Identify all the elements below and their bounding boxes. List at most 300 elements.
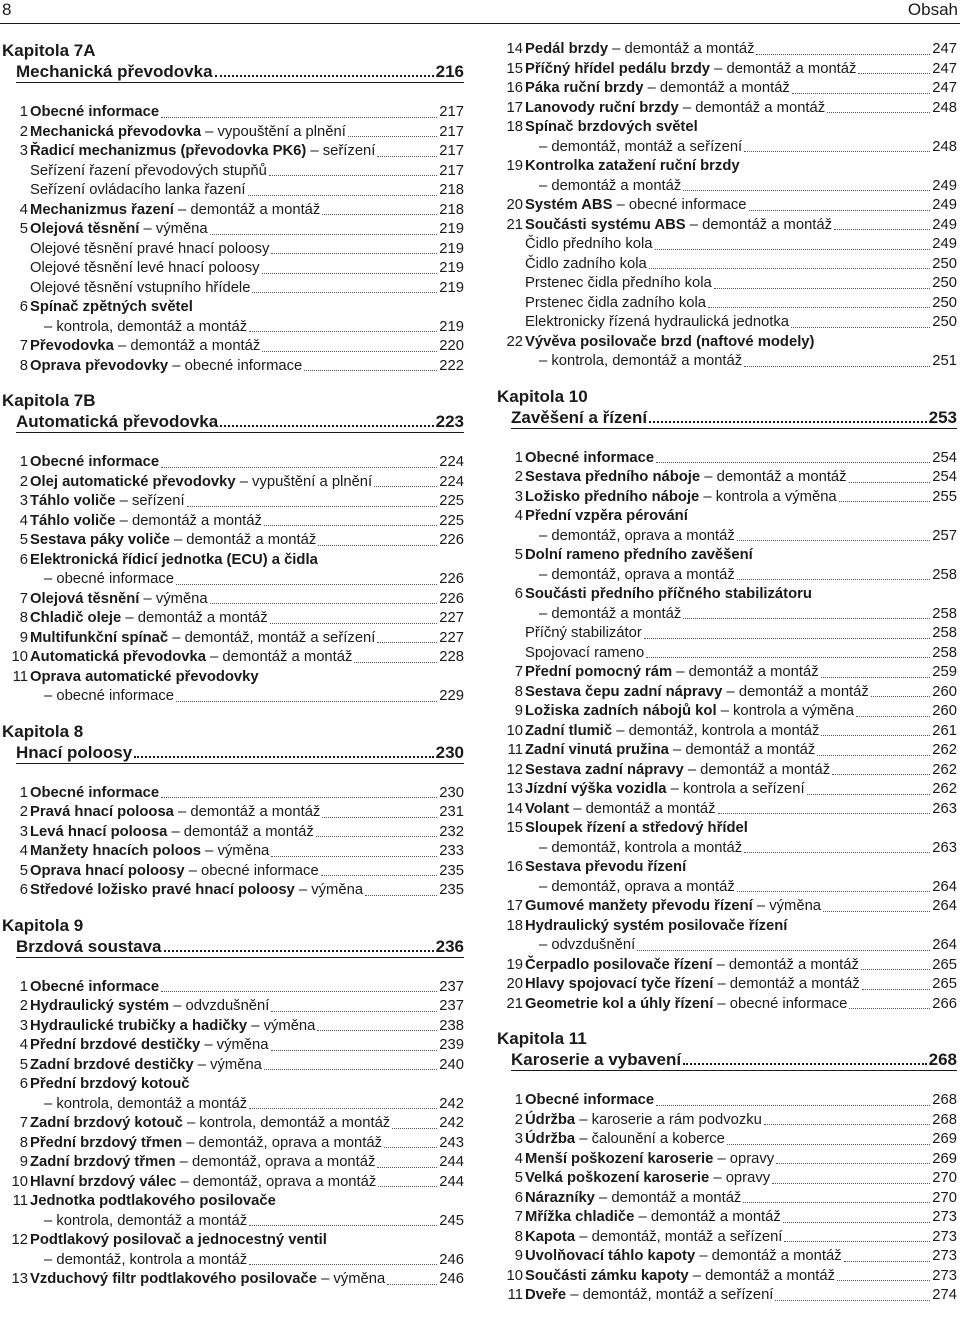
toc-entry [497,1189,957,1209]
entry-text [525,702,854,722]
entry-content [30,240,464,260]
entry-heading: Spínač brzdových světel [525,119,698,135]
entry-line [30,590,464,610]
entry-description: – demontáž a montáž [672,664,819,680]
dot-leader [249,331,437,332]
chapter-title: Karoserie a vybavení [511,1050,682,1069]
entry-line [30,629,464,649]
entry-heading: Spínač zpětných světel [30,299,193,315]
entry-line [525,1247,957,1267]
entry-number: 3 [19,823,28,840]
entry-number: 7 [19,590,28,607]
entry-line [30,1017,464,1037]
entry-content [525,1189,957,1209]
entry-text [525,858,686,878]
toc-entry [497,1267,957,1287]
entry-text [525,1286,773,1306]
dot-leader [354,662,437,663]
entry-page: 259 [932,664,957,680]
entry-number [497,294,525,314]
entry-description: – demontáž a montáž [713,976,860,992]
chapter-page: 230 [435,742,464,762]
entry-line [525,741,957,761]
entry-text [525,995,847,1015]
entry-number: 17 [506,898,523,914]
entry-content [525,488,957,508]
entry-line [525,99,957,119]
entry-heading: Manžety hnacích poloos [30,843,202,859]
entry-description: – demontáž a montáž [710,60,857,77]
entry-page: 217 [439,162,464,179]
entry-line [30,123,464,143]
entry-description: – demontáž, oprava a montáž [182,1134,382,1151]
entry-heading: Kapota [525,1228,576,1245]
entry-description: – demontáž, oprava a montáž [176,1173,377,1190]
entry-line [525,644,957,664]
dot-leader [264,1069,437,1070]
toc-entry [2,609,464,629]
entry-description: – demontáž a montáž [668,742,816,758]
entry-line [30,162,464,182]
entry-line [525,702,957,722]
entry-heading: Hlavy spojovací tyče řízení [525,976,714,992]
entry-text [30,1017,315,1037]
entry-line [30,1231,464,1251]
entry-heading: Jízdní výška vozidla [525,781,667,797]
entry-number: 3 [19,493,28,509]
entry-number: 6 [19,551,28,568]
entry-line [525,157,957,177]
entry-content [30,220,464,240]
dot-leader [844,1261,931,1262]
chapter-title-line [16,61,464,83]
toc-entry [2,997,464,1017]
entry-content [525,819,957,858]
entry-content [30,784,464,804]
dot-leader [161,467,437,468]
entry-text [525,79,790,99]
entry-page: 255 [932,488,957,505]
toc-entry [497,780,957,800]
entry-content [30,298,464,337]
entry-content [525,157,957,196]
entry-line [30,357,464,377]
toc-entry [2,531,464,551]
entry-text [525,40,754,60]
entry-text [30,103,159,123]
entry-content [30,1134,464,1154]
entry-number: 19 [506,956,523,973]
entry-line [30,1095,464,1115]
entry-heading: Elektronická řídicí jednotka (ECU) a čidla [30,551,318,568]
entry-content [30,881,464,901]
toc-column-left [2,40,464,1290]
entry-text [30,978,159,998]
entry-text [525,1208,781,1228]
entry-content [525,60,957,80]
entry-line [525,177,957,197]
entry-content [525,118,957,157]
entry-description: Seřízení řazení převodových stupňů [30,162,267,179]
entry-page: 237 [439,978,464,995]
dot-leader [637,950,930,951]
entry-content [30,337,464,357]
chapter-title-line [16,936,464,958]
entry-text [30,1075,190,1095]
entry-heading: Sestava předního náboje [525,469,701,485]
dot-leader [176,584,437,585]
entry-line [525,138,957,158]
entry-text [30,1056,262,1076]
entry-text [44,687,174,707]
entry-heading: Sestava převodu řízení [525,859,687,875]
entry-number: 15 [506,60,523,77]
toc-entries [2,453,464,707]
entry-content [525,585,957,624]
entry-line [525,196,957,216]
entry-content [30,1114,464,1134]
entry-description: – demontáž a montáž [683,761,831,778]
entry-heading: Sloupek řízení a středový hřídel [525,820,748,836]
entry-number: 18 [506,917,523,934]
entry-heading: Mřížka chladiče [525,1209,635,1225]
entry-number: 10 [506,1267,523,1284]
toc-entry [2,1192,464,1231]
dot-leader [649,421,927,423]
entry-page: 226 [439,571,464,587]
entry-page: 235 [439,862,464,879]
entry-description: – demontáž, oprava a montáž [539,566,735,583]
entry-line [30,142,464,162]
entry-heading: Gumové manžety převodu řízení [525,898,753,914]
entry-description: – kontrola, demontáž a montáž [539,353,743,369]
entry-page: 225 [439,512,464,529]
entry-line [525,488,957,508]
chapter-label: Kapitola 7B [2,391,96,410]
entry-text [30,609,268,629]
dot-leader [321,875,438,876]
dot-leader [316,836,438,837]
entry-description: – demontáž a montáž [700,469,847,485]
entry-content [30,1231,464,1270]
entry-number: 10 [11,1173,28,1190]
entry-page: 273 [932,1267,957,1284]
entry-content [525,235,957,255]
toc-entry [497,216,957,236]
dot-leader [161,797,437,798]
entry-page: 254 [932,449,957,466]
entry-heading: Hydraulický systém [30,998,170,1014]
toc-entry [497,917,957,956]
toc-entry [2,473,464,493]
dot-leader [249,1225,437,1226]
chapter-label: Kapitola 7A [2,41,96,60]
entry-content [525,1169,957,1189]
entry-text [525,196,747,216]
entry-line [30,1173,464,1193]
entry-heading: Lanovody ruční brzdy [525,99,679,116]
toc-entry [2,492,464,512]
toc-entry [497,702,957,722]
entry-description: – výměna [200,1037,269,1053]
entry-text [525,60,856,80]
dot-leader [270,623,438,624]
dot-leader [683,1063,927,1065]
entry-page: 218 [439,182,464,198]
entry-description: – demontáž, montáž a seřízení [575,1228,783,1245]
entry-number: 4 [19,201,28,218]
toc-entry [2,259,464,279]
entry-line [525,1189,957,1209]
entry-description: – demontáž, montáž a seřízení [539,138,743,155]
entry-description: – demontáž a montáž [608,41,755,57]
entry-description: – obecné informace [44,571,174,587]
dot-leader [858,73,930,74]
entry-content [525,722,957,742]
entry-description: – výměna [247,1017,316,1034]
toc-entry [497,488,957,508]
entry-page: 247 [932,41,957,57]
toc-entry [2,784,464,804]
entry-text [525,1247,842,1267]
entry-number: 11 [507,1287,523,1303]
entry-page: 254 [932,469,957,485]
chapter-title: Hnací poloosy [16,742,133,762]
entry-content [525,917,957,956]
entry-content [525,741,957,761]
entry-content [30,162,464,182]
chapter-title-line [511,407,957,429]
toc-entry [2,803,464,823]
entry-text [525,644,644,664]
entry-description: – výměna [201,843,270,859]
entry-page: 260 [932,683,957,700]
entry-line [525,858,957,878]
entry-line [525,294,957,314]
entry-text [525,1150,774,1170]
entry-heading: Chladič oleje [30,610,122,626]
toc-entry [497,449,957,469]
entry-content [30,279,464,299]
toc-entry [2,357,464,377]
entry-content [30,1173,464,1193]
entry-number: 20 [506,197,523,213]
toc-entry [497,333,957,372]
dot-leader [856,716,930,717]
entry-number: 2 [514,469,523,485]
entry-description: – demontáž a montáž [712,956,859,973]
dot-leader [656,462,930,463]
entry-page: 264 [932,937,957,953]
entry-text [525,488,837,508]
entry-page: 226 [439,590,464,607]
entry-page: 266 [932,995,957,1012]
entry-description: Čidlo předního kola [525,236,653,252]
chapter-section [497,386,957,1015]
entry-content [525,333,957,372]
entry-text [539,566,735,586]
entry-description: Elektronicky řízená hydraulická jednotka [525,314,790,330]
entry-heading: Hydraulický systém posilovače řízení [525,917,788,934]
entry-description: – demontáž a montáž [121,610,268,626]
chapter-section [2,390,464,707]
entry-text [525,975,860,995]
entry-content [525,1286,957,1306]
entry-page: 238 [439,1017,464,1034]
entry-content [525,99,957,119]
entry-number: 1 [514,449,523,466]
entry-number: 1 [19,784,28,801]
entry-heading: Olejová těsnění [30,221,140,237]
entry-content [525,1208,957,1228]
entry-heading: Zadní tlumič [525,722,613,739]
entry-line [30,201,464,221]
entry-text [30,1036,269,1056]
entry-page: 217 [439,123,464,140]
dot-leader [839,501,931,502]
entry-page: 217 [439,104,464,120]
entry-page: 248 [932,138,957,155]
dot-leader [655,249,931,250]
entry-text [30,453,159,473]
dot-leader [807,794,931,795]
dot-leader [377,642,437,643]
entry-number: 7 [19,338,28,354]
entry-number: 4 [19,512,28,529]
dot-leader [164,950,434,952]
entry-line [525,468,957,488]
entry-page: 235 [439,882,464,898]
entry-number: 8 [19,357,28,374]
dot-leader [248,195,438,196]
entry-number: 5 [514,547,523,563]
entry-content [30,862,464,882]
entry-description: – karoserie a rám podvozku [575,1111,762,1128]
entry-text [44,1212,247,1232]
dot-leader [784,1241,930,1242]
dot-leader [377,156,437,157]
chapter-section [497,40,957,372]
dot-leader [849,1008,930,1009]
entry-number: 15 [506,820,523,836]
entry-content [525,274,957,294]
entry-page: 242 [439,1115,464,1131]
entry-line [525,1150,957,1170]
entry-description: – výměna [316,1271,386,1287]
entry-text [30,1134,382,1154]
entry-page: 229 [439,688,464,704]
entry-line [30,978,464,998]
dot-leader [744,852,930,853]
dot-leader [387,1284,437,1285]
entry-page: 274 [932,1287,957,1303]
dot-leader [737,891,931,892]
entry-line [525,333,957,353]
entry-content [525,975,957,995]
entry-text [539,352,742,372]
entry-description: – odvzdušnění [539,937,636,953]
entry-page: 264 [932,898,957,914]
entry-page: 219 [439,318,464,335]
entry-text [525,294,706,314]
entry-number: 1 [19,454,28,470]
entry-number: 19 [506,158,523,174]
dot-leader [749,210,931,211]
entry-page: 224 [439,454,464,470]
toc-entries [2,784,464,901]
entry-line [30,1270,464,1290]
entry-content [30,997,464,1017]
entry-content [30,512,464,532]
entry-line [30,512,464,532]
toc-entry [497,995,957,1015]
entry-description: – demontáž a montáž [685,216,833,233]
entry-description: – výměna [193,1056,262,1073]
dot-leader [871,696,930,697]
entry-page: 268 [932,1111,957,1128]
toc-entry [2,123,464,143]
entry-page: 244 [439,1173,464,1190]
entry-line [30,1134,464,1154]
entry-text [525,819,748,839]
entry-description: – vypuštění a plnění [235,473,373,490]
entry-description: – demontáž a montáž [643,80,790,96]
entry-line [525,40,957,60]
toc-entry [497,468,957,488]
entry-description: – demontáž a montáž [167,823,314,840]
entry-description: Čidlo zadního kola [525,255,647,272]
entry-page: 244 [439,1154,464,1170]
entry-number [497,235,525,255]
entry-description: – obecné informace [713,995,848,1012]
dot-leader [718,813,931,814]
entry-text [539,878,735,898]
entry-page: 270 [932,1170,957,1186]
toc-entry [497,157,957,196]
entry-description: Olejové těsnění pravé hnací poloosy [30,240,270,257]
entry-description: – demontáž a montáž [113,338,261,354]
entry-description: – demontáž, montáž a seřízení [168,629,376,646]
entry-description: – opravy [713,1150,775,1167]
entry-description: – demontáž a montáž [173,201,321,218]
entry-content [30,823,464,843]
toc-entry [497,255,957,275]
toc-entry [2,1173,464,1193]
entry-line [30,570,464,590]
chapter-section [2,40,464,376]
dot-leader [644,638,931,639]
dot-leader [656,1105,930,1106]
entry-heading: Oprava automatické převodovky [30,668,259,685]
entry-line [30,103,464,123]
entry-content [30,142,464,162]
entry-line [525,780,957,800]
entry-text [30,298,193,318]
entry-line [30,609,464,629]
entry-number: 1 [514,1092,523,1108]
entry-description: – demontáž a montáž [634,1209,781,1225]
dot-leader [377,1167,437,1168]
dot-leader [365,895,437,896]
entry-content [30,648,464,668]
entry-text [539,138,742,158]
entry-number: 14 [506,800,523,817]
toc-entry [497,800,957,820]
entry-heading: Oprava převodovky [30,357,169,374]
chapter-page: 223 [435,412,464,431]
entry-number: 11 [12,1193,28,1209]
entry-text [30,220,208,240]
